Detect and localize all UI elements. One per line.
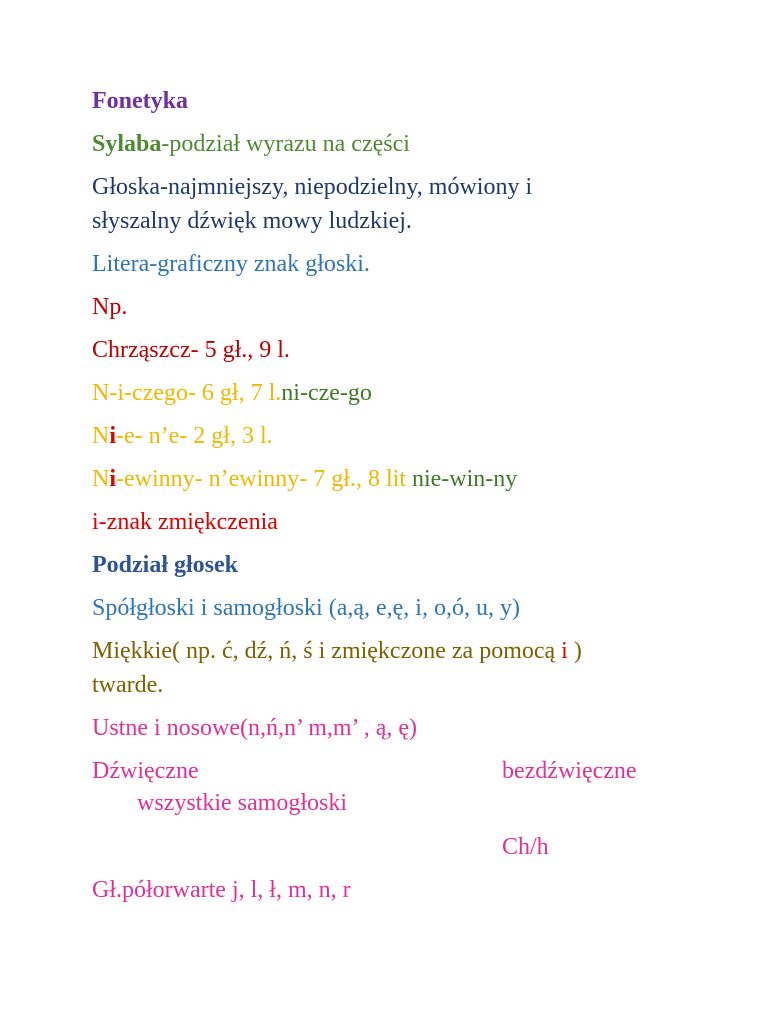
niewinny-letter-n: N [92, 466, 110, 492]
miekkie-line [92, 639, 582, 663]
miekkie-text: Miękkie( np. ć, dź, ń, ś i zmiękczone za pomocą [92, 638, 562, 664]
nie-counts: -e- n’e- 2 gł, 3 l. [116, 423, 273, 449]
litera-line: Litera-graficzny znak głoski. [92, 251, 370, 277]
iznak-line [92, 510, 278, 534]
niczego-line [92, 381, 372, 405]
polotwarte-line: Gł.półorwarte j, l, ł, m, n, r [92, 877, 351, 903]
iznak-text: znak zmiękczenia [106, 509, 278, 535]
niewinny-syllables: nie-win-ny [411, 466, 518, 492]
samogloski-line: wszystkie samogłoski [137, 790, 347, 816]
nie-letter-i: i [109, 423, 117, 449]
sylaba-definition: -podział wyrazu na części [161, 131, 410, 157]
bezdzwieczne-label: bezdźwięczne [502, 758, 637, 784]
gloska-line-2: słyszalny dźwięk mowy ludzkiej. [92, 208, 412, 234]
iznak-prefix: i- [92, 509, 107, 535]
chh-label: Ch/h [502, 834, 549, 860]
niczego-syllables: ni-cze-go [281, 380, 372, 406]
podzial-heading: Podział głosek [92, 552, 239, 578]
dzwieczne-label: Dźwięczne [92, 758, 199, 784]
nie-line [92, 424, 273, 448]
miekkie-letter-i: i [561, 638, 568, 664]
niczego-counts: N-i-czego- 6 gł, 7 l. [92, 380, 282, 406]
niewinny-line [92, 467, 517, 491]
niewinny-letter-i: i [109, 466, 117, 492]
twarde-line: twarde. [92, 672, 164, 698]
miekkie-close: ) [567, 638, 582, 664]
nie-letter-n: N [92, 423, 110, 449]
niewinny-counts: -ewinny- n’ewinny- 7 gł., 8 lit [116, 466, 412, 492]
sylaba-term: Sylaba [92, 131, 162, 157]
ustne-line: Ustne i nosowe(n,ń,n’ m,m’ , ą, ę) [92, 715, 418, 741]
chrzaszcz-line: Chrząszcz- 5 gł., 9 l. [92, 337, 290, 363]
sylaba-line [92, 132, 410, 156]
gloska-line-1: Głoska-najmniejszy, niepodzielny, mówiony i [92, 174, 533, 200]
spolgloski-line: Spółgłoski i samogłoski (a,ą, e,ę, i, o,ó, u, y) [92, 595, 520, 621]
title-heading: Fonetyka [92, 88, 188, 114]
np-line: Np. [92, 294, 128, 320]
